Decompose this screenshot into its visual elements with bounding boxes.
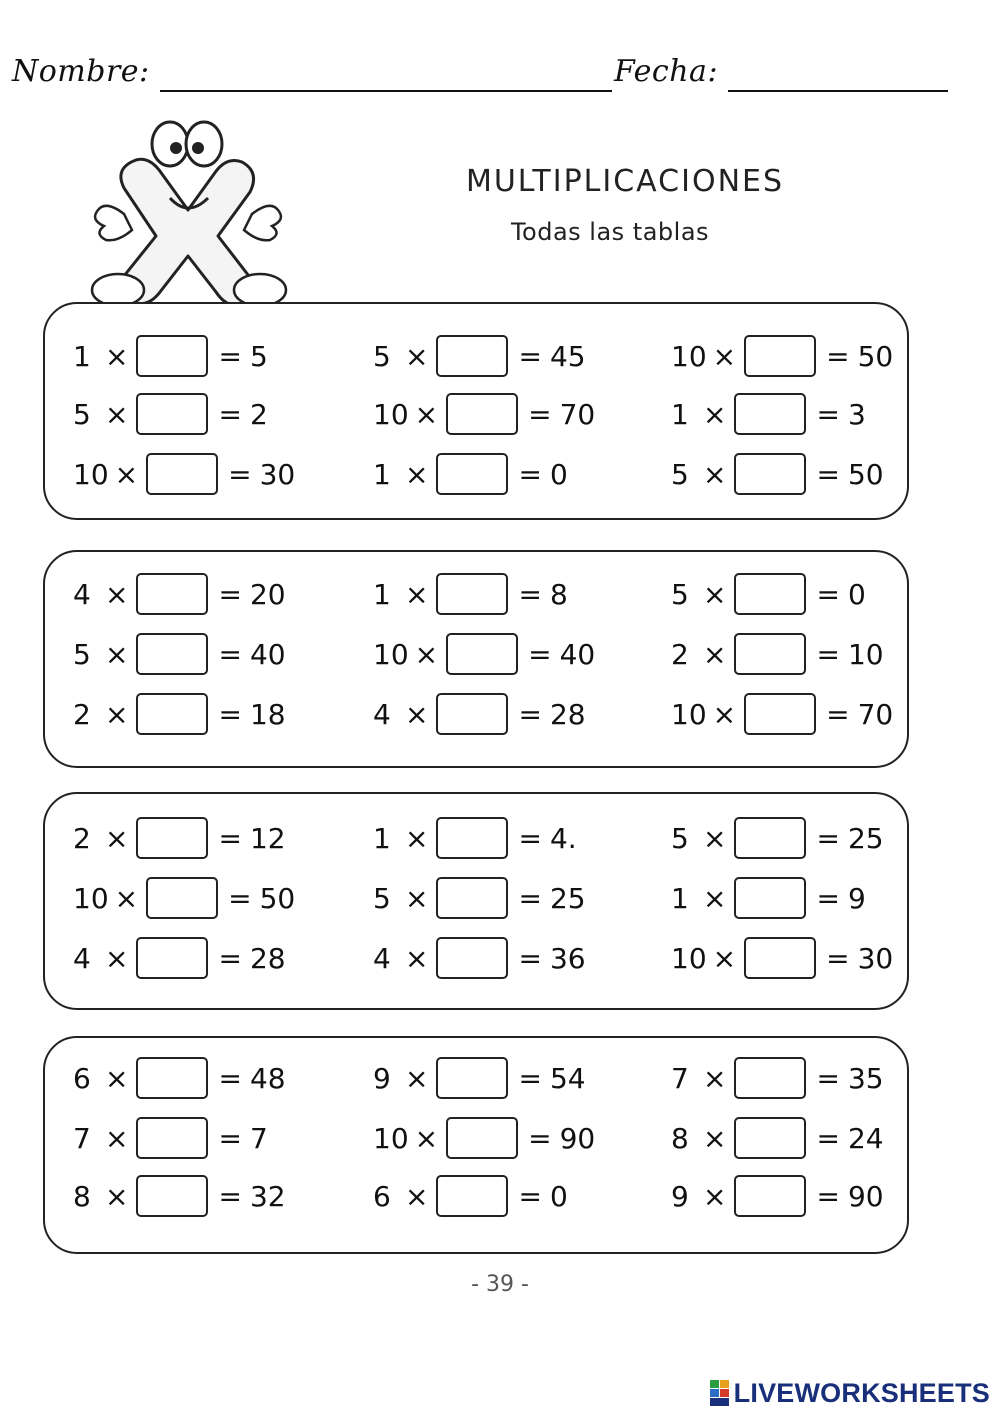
product: 5 bbox=[249, 339, 268, 373]
times-sign: × bbox=[414, 637, 439, 671]
times-sign: × bbox=[414, 397, 439, 431]
times-sign: × bbox=[703, 881, 727, 915]
factor: 5 bbox=[373, 339, 391, 373]
product: 90 bbox=[847, 1179, 884, 1213]
equals-sign: = bbox=[816, 1061, 840, 1095]
answer-box[interactable] bbox=[734, 877, 806, 919]
answer-box[interactable] bbox=[446, 633, 518, 675]
product: 2 bbox=[249, 397, 268, 431]
product: 36 bbox=[549, 941, 586, 975]
brand-name: LIVEWORKSHEETS bbox=[733, 1377, 990, 1408]
date-label: Fecha: bbox=[614, 54, 719, 89]
factor: 10 bbox=[373, 637, 409, 671]
problem bbox=[73, 570, 286, 618]
factor: 6 bbox=[73, 1061, 91, 1095]
problem bbox=[373, 1172, 568, 1220]
equals-sign: = bbox=[218, 339, 242, 373]
product: 50 bbox=[847, 457, 884, 491]
equals-sign: = bbox=[218, 1061, 242, 1095]
times-sign: × bbox=[405, 577, 429, 611]
problem bbox=[73, 934, 286, 982]
times-sign: × bbox=[105, 697, 129, 731]
answer-box[interactable] bbox=[734, 1057, 806, 1099]
answer-box[interactable] bbox=[136, 573, 208, 615]
answer-box[interactable] bbox=[146, 453, 218, 495]
factor: 9 bbox=[373, 1061, 391, 1095]
answer-box[interactable] bbox=[734, 393, 806, 435]
problem bbox=[671, 570, 866, 618]
factor: 10 bbox=[373, 1121, 409, 1155]
answer-box[interactable] bbox=[734, 573, 806, 615]
exercise-row bbox=[45, 390, 907, 438]
times-sign: × bbox=[703, 637, 727, 671]
answer-box[interactable] bbox=[436, 877, 508, 919]
equals-sign: = bbox=[218, 397, 242, 431]
times-sign: × bbox=[405, 697, 429, 731]
answer-box[interactable] bbox=[734, 1117, 806, 1159]
product: 54 bbox=[549, 1061, 586, 1095]
problem bbox=[373, 874, 586, 922]
problem bbox=[373, 630, 595, 678]
product: 90 bbox=[559, 1121, 596, 1155]
factor: 10 bbox=[73, 457, 109, 491]
factor: 1 bbox=[73, 339, 91, 373]
product: 20 bbox=[249, 577, 286, 611]
product: 12 bbox=[249, 821, 286, 855]
times-sign: × bbox=[114, 457, 139, 491]
factor: 4 bbox=[73, 941, 91, 975]
equals-sign: = bbox=[218, 1179, 242, 1213]
problem bbox=[373, 690, 586, 738]
times-sign: × bbox=[703, 457, 727, 491]
equals-sign: = bbox=[518, 1179, 542, 1213]
equals-sign: = bbox=[528, 637, 552, 671]
times-sign: × bbox=[405, 1179, 429, 1213]
problem bbox=[73, 1172, 286, 1220]
exercise-row bbox=[45, 874, 907, 922]
factor: 10 bbox=[373, 397, 409, 431]
answer-box[interactable] bbox=[734, 1175, 806, 1217]
product: 3 bbox=[847, 397, 866, 431]
times-sign: × bbox=[405, 1061, 429, 1095]
factor: 1 bbox=[373, 457, 391, 491]
equals-sign: = bbox=[228, 457, 252, 491]
times-sign: × bbox=[105, 1179, 129, 1213]
product: 0 bbox=[847, 577, 866, 611]
factor: 2 bbox=[671, 637, 689, 671]
factor: 5 bbox=[671, 457, 689, 491]
worksheet-title: MULTIPLICACIONES bbox=[465, 164, 785, 199]
product: 50 bbox=[857, 339, 894, 373]
equals-sign: = bbox=[528, 1121, 552, 1155]
problem bbox=[373, 390, 595, 438]
times-sign: × bbox=[405, 941, 429, 975]
problem bbox=[373, 1054, 586, 1102]
times-sign: × bbox=[703, 577, 727, 611]
equals-sign: = bbox=[218, 637, 242, 671]
equals-sign: = bbox=[518, 339, 542, 373]
product: 9 bbox=[847, 881, 866, 915]
product: 50 bbox=[259, 881, 296, 915]
answer-box[interactable] bbox=[446, 1117, 518, 1159]
problem bbox=[373, 450, 568, 498]
factor: 5 bbox=[671, 821, 689, 855]
product: 32 bbox=[249, 1179, 286, 1213]
name-label: Nombre: bbox=[12, 54, 150, 89]
product: 28 bbox=[249, 941, 286, 975]
product: 40 bbox=[249, 637, 286, 671]
exercise-row bbox=[45, 630, 907, 678]
answer-box[interactable] bbox=[436, 1175, 508, 1217]
problem bbox=[671, 814, 884, 862]
exercise-row bbox=[45, 1054, 907, 1102]
factor: 8 bbox=[73, 1179, 91, 1213]
times-sign: × bbox=[405, 457, 429, 491]
factor: 4 bbox=[73, 577, 91, 611]
problem bbox=[671, 1054, 884, 1102]
times-sign: × bbox=[703, 1061, 727, 1095]
factor: 5 bbox=[373, 881, 391, 915]
times-sign: × bbox=[703, 1179, 727, 1213]
times-sign: × bbox=[712, 339, 737, 373]
answer-box[interactable] bbox=[136, 1057, 208, 1099]
times-sign: × bbox=[703, 397, 727, 431]
answer-box[interactable] bbox=[436, 1057, 508, 1099]
factor: 5 bbox=[671, 577, 689, 611]
product: 18 bbox=[249, 697, 286, 731]
times-sign: × bbox=[712, 697, 737, 731]
product: 0 bbox=[549, 457, 568, 491]
answer-box[interactable] bbox=[436, 817, 508, 859]
answer-box[interactable] bbox=[436, 453, 508, 495]
product: 45 bbox=[549, 339, 586, 373]
equals-sign: = bbox=[518, 881, 542, 915]
equals-sign: = bbox=[518, 821, 542, 855]
times-sign: × bbox=[105, 577, 129, 611]
equals-sign: = bbox=[518, 577, 542, 611]
problem bbox=[671, 450, 884, 498]
problem bbox=[671, 332, 893, 380]
problem bbox=[671, 934, 893, 982]
product: 24 bbox=[847, 1121, 884, 1155]
problem bbox=[73, 1054, 286, 1102]
equals-sign: = bbox=[518, 697, 542, 731]
exercise-row bbox=[45, 570, 907, 618]
answer-box[interactable] bbox=[136, 817, 208, 859]
product: 4. bbox=[549, 821, 577, 855]
problem bbox=[671, 1172, 884, 1220]
times-sign: × bbox=[105, 339, 129, 373]
problem bbox=[671, 874, 866, 922]
answer-box[interactable] bbox=[734, 453, 806, 495]
times-sign: × bbox=[405, 821, 429, 855]
answer-box[interactable] bbox=[136, 393, 208, 435]
times-sign: × bbox=[105, 821, 129, 855]
times-sign: × bbox=[105, 941, 129, 975]
problem bbox=[73, 690, 286, 738]
answer-box[interactable] bbox=[446, 393, 518, 435]
problem bbox=[373, 814, 577, 862]
name-field[interactable] bbox=[160, 90, 612, 92]
equals-sign: = bbox=[826, 339, 850, 373]
times-sign: × bbox=[405, 881, 429, 915]
brand-logo[interactable] bbox=[710, 1378, 990, 1408]
problem bbox=[73, 1114, 268, 1162]
equals-sign: = bbox=[816, 821, 840, 855]
factor: 4 bbox=[373, 941, 391, 975]
problem bbox=[73, 332, 268, 380]
product: 7 bbox=[249, 1121, 268, 1155]
equals-sign: = bbox=[816, 637, 840, 671]
page-number: - 39 - bbox=[471, 1272, 529, 1297]
answer-box[interactable] bbox=[436, 573, 508, 615]
answer-box[interactable] bbox=[136, 693, 208, 735]
answer-box[interactable] bbox=[744, 693, 816, 735]
answer-box[interactable] bbox=[436, 937, 508, 979]
product: 70 bbox=[857, 697, 894, 731]
factor: 10 bbox=[73, 881, 109, 915]
answer-box[interactable] bbox=[136, 633, 208, 675]
times-sign: × bbox=[703, 821, 727, 855]
problem bbox=[671, 630, 884, 678]
problem bbox=[73, 874, 295, 922]
times-sign: × bbox=[105, 1061, 129, 1095]
equals-sign: = bbox=[816, 1179, 840, 1213]
factor: 7 bbox=[73, 1121, 91, 1155]
factor: 10 bbox=[671, 941, 707, 975]
factor: 1 bbox=[373, 577, 391, 611]
factor: 1 bbox=[373, 821, 391, 855]
factor: 4 bbox=[373, 697, 391, 731]
equals-sign: = bbox=[816, 577, 840, 611]
product: 28 bbox=[549, 697, 586, 731]
answer-box[interactable] bbox=[436, 693, 508, 735]
times-sign: × bbox=[105, 1121, 129, 1155]
factor: 5 bbox=[73, 637, 91, 671]
product: 25 bbox=[847, 821, 884, 855]
answer-box[interactable] bbox=[744, 335, 816, 377]
exercise-row bbox=[45, 1114, 907, 1162]
exercise-row bbox=[45, 332, 907, 380]
exercise-group-2 bbox=[43, 550, 909, 768]
problem bbox=[73, 814, 286, 862]
problem bbox=[73, 390, 268, 438]
product: 35 bbox=[847, 1061, 884, 1095]
answer-box[interactable] bbox=[146, 877, 218, 919]
product: 30 bbox=[857, 941, 894, 975]
problem bbox=[373, 1114, 595, 1162]
times-sign: × bbox=[703, 1121, 727, 1155]
product: 10 bbox=[847, 637, 884, 671]
equals-sign: = bbox=[826, 941, 850, 975]
header-row bbox=[12, 54, 952, 98]
product: 30 bbox=[259, 457, 296, 491]
equals-sign: = bbox=[826, 697, 850, 731]
problem bbox=[73, 450, 295, 498]
exercise-row bbox=[45, 690, 907, 738]
times-sign: × bbox=[712, 941, 737, 975]
exercise-group-3 bbox=[43, 792, 909, 1010]
exercise-row bbox=[45, 934, 907, 982]
factor: 8 bbox=[671, 1121, 689, 1155]
factor: 6 bbox=[373, 1179, 391, 1213]
date-field[interactable] bbox=[728, 90, 948, 92]
equals-sign: = bbox=[816, 881, 840, 915]
equals-sign: = bbox=[218, 941, 242, 975]
equals-sign: = bbox=[518, 457, 542, 491]
problem bbox=[671, 1114, 884, 1162]
problem bbox=[671, 390, 866, 438]
factor: 10 bbox=[671, 697, 707, 731]
factor: 1 bbox=[671, 881, 689, 915]
equals-sign: = bbox=[218, 1121, 242, 1155]
worksheet-subtitle: Todas las tablas bbox=[510, 218, 710, 246]
equals-sign: = bbox=[218, 821, 242, 855]
problem bbox=[373, 570, 568, 618]
equals-sign: = bbox=[816, 457, 840, 491]
factor: 2 bbox=[73, 697, 91, 731]
product: 40 bbox=[559, 637, 596, 671]
equals-sign: = bbox=[228, 881, 252, 915]
product: 8 bbox=[549, 577, 568, 611]
times-sign: × bbox=[114, 881, 139, 915]
exercise-group-4 bbox=[43, 1036, 909, 1254]
equals-sign: = bbox=[518, 941, 542, 975]
product: 25 bbox=[549, 881, 586, 915]
factor: 5 bbox=[73, 397, 91, 431]
times-sign: × bbox=[414, 1121, 439, 1155]
answer-box[interactable] bbox=[136, 1175, 208, 1217]
factor: 7 bbox=[671, 1061, 689, 1095]
factor: 1 bbox=[671, 397, 689, 431]
equals-sign: = bbox=[528, 397, 552, 431]
answer-box[interactable] bbox=[734, 817, 806, 859]
exercise-row bbox=[45, 1172, 907, 1220]
times-sign: × bbox=[405, 339, 429, 373]
problem bbox=[73, 630, 286, 678]
product: 0 bbox=[549, 1179, 568, 1213]
equals-sign: = bbox=[816, 1121, 840, 1155]
times-sign: × bbox=[105, 397, 129, 431]
answer-box[interactable] bbox=[734, 633, 806, 675]
multiplication-sign-mascot-icon bbox=[84, 118, 294, 318]
equals-sign: = bbox=[816, 397, 840, 431]
answer-box[interactable] bbox=[744, 937, 816, 979]
answer-box[interactable] bbox=[136, 937, 208, 979]
liveworksheets-logo-icon bbox=[710, 1380, 730, 1406]
exercise-row bbox=[45, 814, 907, 862]
problem bbox=[373, 934, 586, 982]
times-sign: × bbox=[105, 637, 129, 671]
product: 70 bbox=[559, 397, 596, 431]
answer-box[interactable] bbox=[136, 335, 208, 377]
equals-sign: = bbox=[218, 697, 242, 731]
equals-sign: = bbox=[218, 577, 242, 611]
answer-box[interactable] bbox=[136, 1117, 208, 1159]
answer-box[interactable] bbox=[436, 335, 508, 377]
problem bbox=[373, 332, 586, 380]
exercise-group-1 bbox=[43, 302, 909, 520]
product: 48 bbox=[249, 1061, 286, 1095]
factor: 9 bbox=[671, 1179, 689, 1213]
equals-sign: = bbox=[518, 1061, 542, 1095]
factor: 10 bbox=[671, 339, 707, 373]
exercise-row bbox=[45, 450, 907, 498]
factor: 2 bbox=[73, 821, 91, 855]
problem bbox=[671, 690, 893, 738]
